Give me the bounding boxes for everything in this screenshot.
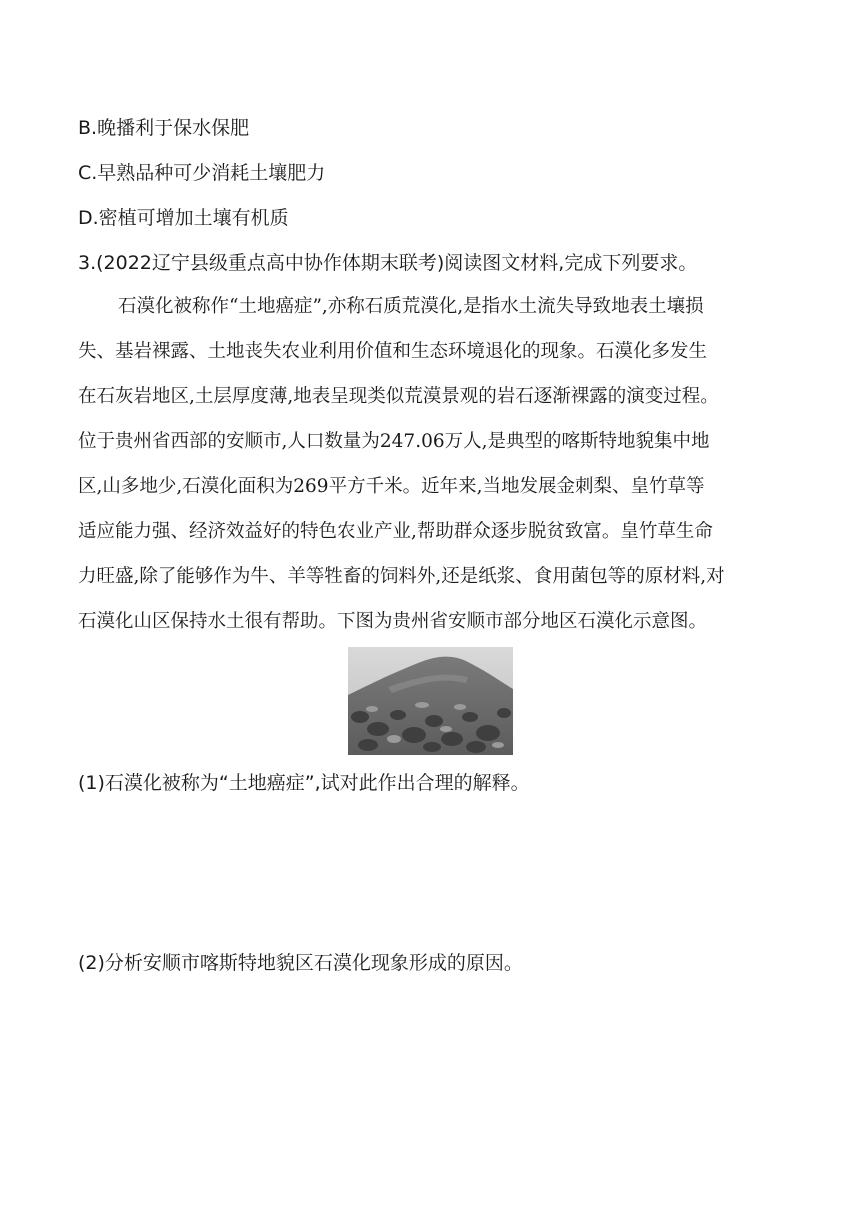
question-3-header: 3.(2022辽宁县级重点高中协作体期末联考)阅读图文材料,完成下列要求。: [78, 252, 698, 274]
option-b: B.晚播利于保水保肥: [78, 117, 250, 139]
passage-line: 石漠化被称作“土地癌症”,亦称石质荒漠化,是指水土流失导致地表土壤损: [118, 296, 704, 317]
passage-line: 失、基岩裸露、土地丧失农业利用价值和生态环境退化的现象。石漠化多发生: [78, 341, 708, 362]
question-3-passage: [78, 284, 778, 644]
rocky-desertification-photo: [348, 647, 513, 755]
passage-line: 力旺盛,除了能够作为牛、羊等牲畜的饲料外,还是纸浆、食用菌包等的原材料,对: [78, 566, 725, 587]
option-d: D.密植可增加土壤有机质: [78, 207, 289, 229]
passage-line: 适应能力强、经济效益好的特色农业产业,帮助群众逐步脱贫致富。皇竹草生命: [78, 521, 713, 542]
sub-question-2: (2)分析安顺市喀斯特地貌区石漠化现象形成的原因。: [78, 952, 523, 974]
sub-question-1: (1)石漠化被称为“土地癌症”,试对此作出合理的解释。: [78, 772, 530, 794]
option-c: C.早熟品种可少消耗土壤肥力: [78, 162, 326, 184]
passage-line: 区,山多地少,石漠化面积为269平方千米。近年来,当地发展金刺梨、皇竹草等: [78, 476, 705, 497]
passage-line: 位于贵州省西部的安顺市,人口数量为247.06万人,是典型的喀斯特地貌集中地: [78, 431, 710, 452]
passage-line: 石漠化山区保持水土很有帮助。下图为贵州省安顺市部分地区石漠化示意图。: [78, 611, 708, 632]
passage-line: 在石灰岩地区,土层厚度薄,地表呈现类似荒漠景观的岩石逐渐裸露的演变过程。: [78, 386, 719, 407]
